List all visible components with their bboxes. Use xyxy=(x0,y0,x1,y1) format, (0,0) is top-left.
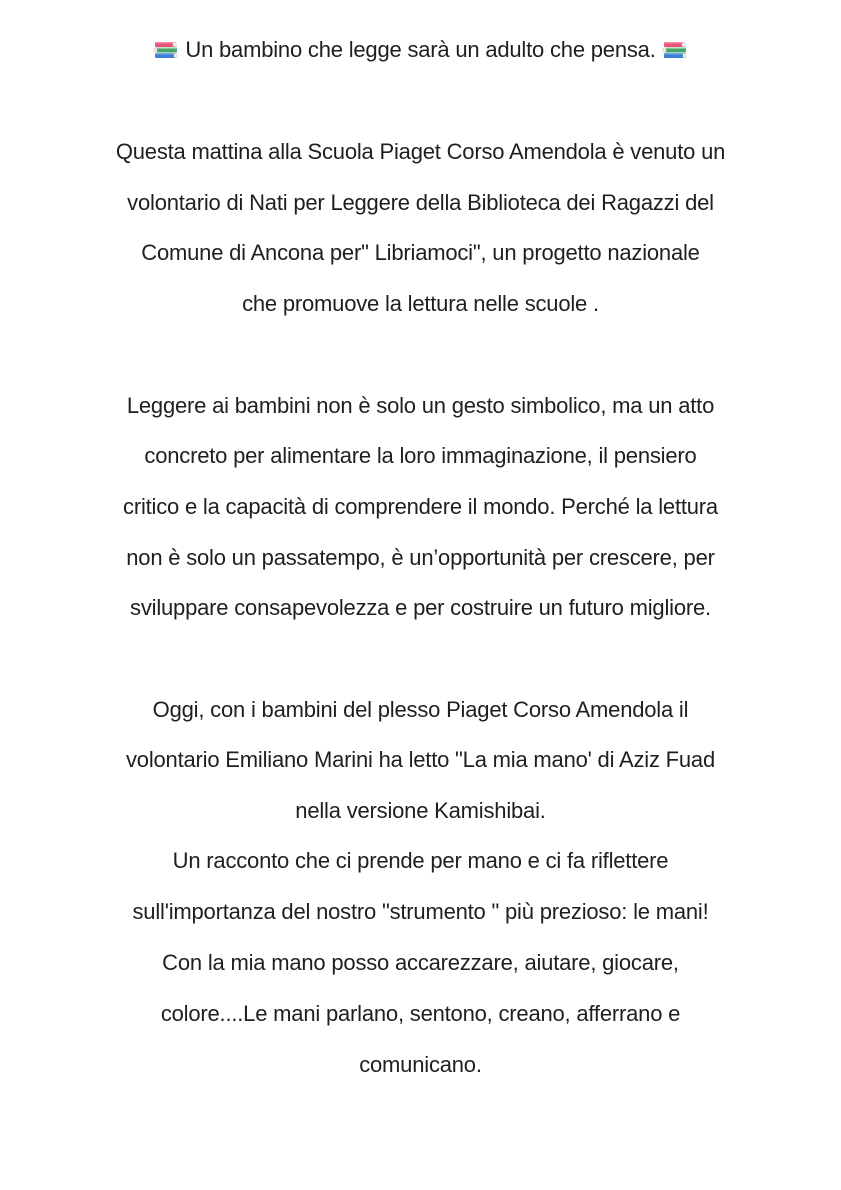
paragraph-line: Oggi, con i bambini del plesso Piaget Corso Amendola il xyxy=(152,697,689,722)
paragraph-line: volontario di Nati per Leggere della Biblioteca dei Ragazzi del xyxy=(127,190,714,215)
paragraph-line: volontario Emiliano Marini ha letto "La mia mano' di Aziz Fuad xyxy=(125,747,715,772)
paragraph-line: comunicano. xyxy=(359,1052,482,1077)
paragraph-line: Un racconto che ci prende per mano e ci fa riflettere xyxy=(172,848,669,873)
paragraph-line: non è solo un passatempo, è un’opportunità per crescere, per xyxy=(126,545,715,570)
books-icon xyxy=(662,39,688,61)
books-icon xyxy=(153,39,179,61)
paragraph-line: sull'importanza del nostro "strumento " più prezioso: le mani! xyxy=(132,899,709,924)
paragraph-line: Comune di Ancona per" Libriamoci", un progetto nazionale xyxy=(141,240,700,265)
paragraph-line: colore....Le mani parlano, sentono, creano, afferrano e xyxy=(160,1001,681,1026)
paragraph-line: Con la mia mano posso accarezzare, aiutare, giocare, xyxy=(162,950,679,975)
paragraph-line: Leggere ai bambini non è solo un gesto simbolico, ma un atto xyxy=(126,393,715,418)
paragraph-line: concreto per alimentare la loro immaginazione, il pensiero xyxy=(144,443,697,468)
paragraph-line: sviluppare consapevolezza e per costruire un futuro migliore. xyxy=(130,595,711,620)
paragraph-line: Questa mattina alla Scuola Piaget Corso Amendola è venuto un xyxy=(115,139,726,164)
paragraph-line: nella versione Kamishibai. xyxy=(295,798,546,823)
document-title-text: Un bambino che legge sarà un adulto che pensa. xyxy=(185,37,656,62)
paragraph-line: critico e la capacità di comprendere il mondo. Perché la lettura xyxy=(123,494,718,519)
document-title xyxy=(0,35,841,65)
paragraph-line: che promuove la lettura nelle scuole . xyxy=(242,291,599,316)
